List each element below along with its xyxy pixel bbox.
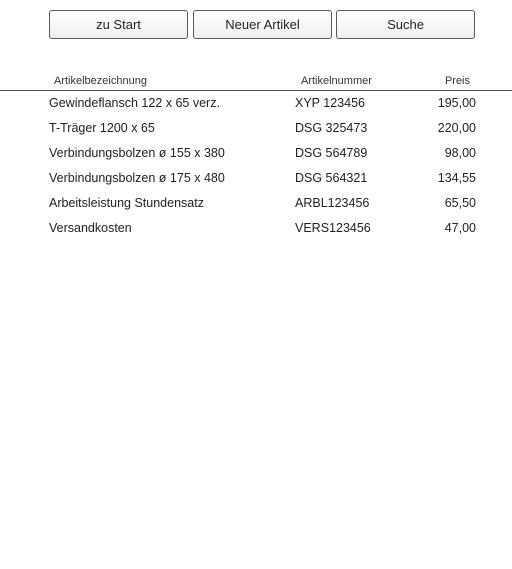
article-price: 195,00 (437, 96, 476, 110)
article-number: DSG 564789 (295, 146, 368, 160)
article-name: T-Träger 1200 x 65 (49, 121, 155, 135)
article-price: 98,00 (444, 146, 476, 160)
table-row[interactable] (0, 190, 512, 215)
article-number: DSG 325473 (295, 121, 368, 135)
article-number: ARBL123456 (295, 196, 370, 210)
column-header-price[interactable]: Preis (444, 75, 470, 87)
article-price: 65,50 (444, 196, 476, 210)
table-row[interactable] (0, 215, 512, 240)
table-header (0, 73, 512, 91)
article-number: VERS123456 (295, 221, 371, 235)
toolbar (49, 10, 475, 39)
table-row[interactable] (0, 140, 512, 165)
article-name: Versandkosten (49, 221, 132, 235)
article-price: 47,00 (444, 221, 476, 235)
column-header-number[interactable]: Artikelnummer (301, 75, 372, 87)
new-article-button[interactable]: Neuer Artikel (193, 10, 332, 39)
article-name: Verbindungsbolzen ø 175 x 480 (49, 171, 225, 185)
table-row[interactable] (0, 165, 512, 190)
table-row[interactable] (0, 90, 512, 115)
article-name: Arbeitsleistung Stundensatz (49, 196, 204, 210)
article-name: Verbindungsbolzen ø 155 x 380 (49, 146, 225, 160)
article-name: Gewindeflansch 122 x 65 verz. (49, 96, 220, 110)
article-number: XYP 123456 (295, 96, 365, 110)
article-list (0, 90, 512, 240)
column-header-name[interactable]: Artikelbezeichnung (54, 75, 147, 87)
start-button[interactable]: zu Start (49, 10, 188, 39)
search-button[interactable]: Suche (336, 10, 475, 39)
article-price: 220,00 (437, 121, 476, 135)
table-row[interactable] (0, 115, 512, 140)
article-number: DSG 564321 (295, 171, 368, 185)
article-price: 134,55 (437, 171, 476, 185)
